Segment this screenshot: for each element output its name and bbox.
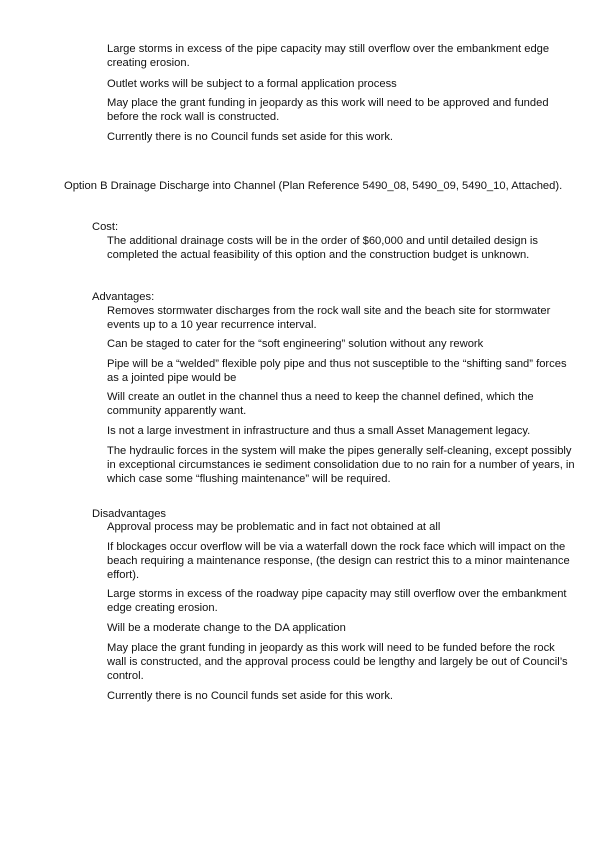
disadvantage-item: Will be a moderate change to the DA application [107,622,346,634]
advantage-item: Is not a large investment in infrastructure and thus a small Asset Management legacy. [107,425,531,437]
disadvantage-item: May place the grant funding in jeopardy as this work will need to be funded before the rock wall is constructed, and the approval process could be lengthy and largely be out of Council’s control. [107,642,568,682]
advantage-item: Can be staged to cater for the “soft engineering” solution without any rework [107,338,484,350]
advantage-item: The hydraulic forces in the system will make the pipes generally self-cleaning, except possibly in exceptional circumstances ie sediment consolidation due to no rain for a number of years, in which case some “flushing maintenance” will be required. [107,445,575,485]
option-b-heading: Option B Drainage Discharge into Channel (Plan Reference 5490_08, 5490_09, 5490_10, Attached). [64,180,563,192]
disadvantage-item: Approval process may be problematic and in fact not obtained at all [107,521,441,533]
top-item: May place the grant funding in jeopardy as this work will need to be approved and funded before the rock wall is constructed. [107,97,549,123]
advantage-item: Will create an outlet in the channel thus a need to keep the channel defined, which the community apparently want. [107,391,534,417]
advantage-item: Pipe will be a “welded” flexible poly pipe and thus not susceptible to the “shifting sand” forces as a jointed pipe would be [107,358,567,384]
top-item: Currently there is no Council funds set aside for this work. [107,131,394,143]
advantage-item: Removes stormwater discharges from the rock wall site and the beach site for stormwater events up to a 10 year recurrence interval. [107,305,551,331]
cost-label: Cost: [92,221,119,233]
disadvantage-item: Currently there is no Council funds set aside for this work. [107,690,394,702]
cost-text: The additional drainage costs will be in the order of $60,000 and until detailed design is completed the actual feasibility of this option and the construction budget is unknown. [107,235,539,261]
top-item: Large storms in excess of the pipe capacity may still overflow over the embankment edge creating erosion. [107,43,550,69]
disadvantage-item: Large storms in excess of the roadway pipe capacity may still overflow over the embankment edge creating erosion. [107,588,567,614]
disadvantages-label: Disadvantages [92,508,167,520]
top-item: Outlet works will be subject to a formal application process [107,78,397,90]
disadvantage-item: If blockages occur overflow will be via a waterfall down the rock face which will impact on the beach requiring a maintenance response, (the design can restrict this to a minor maintenance effort). [107,541,570,581]
advantages-label: Advantages: [92,291,155,303]
